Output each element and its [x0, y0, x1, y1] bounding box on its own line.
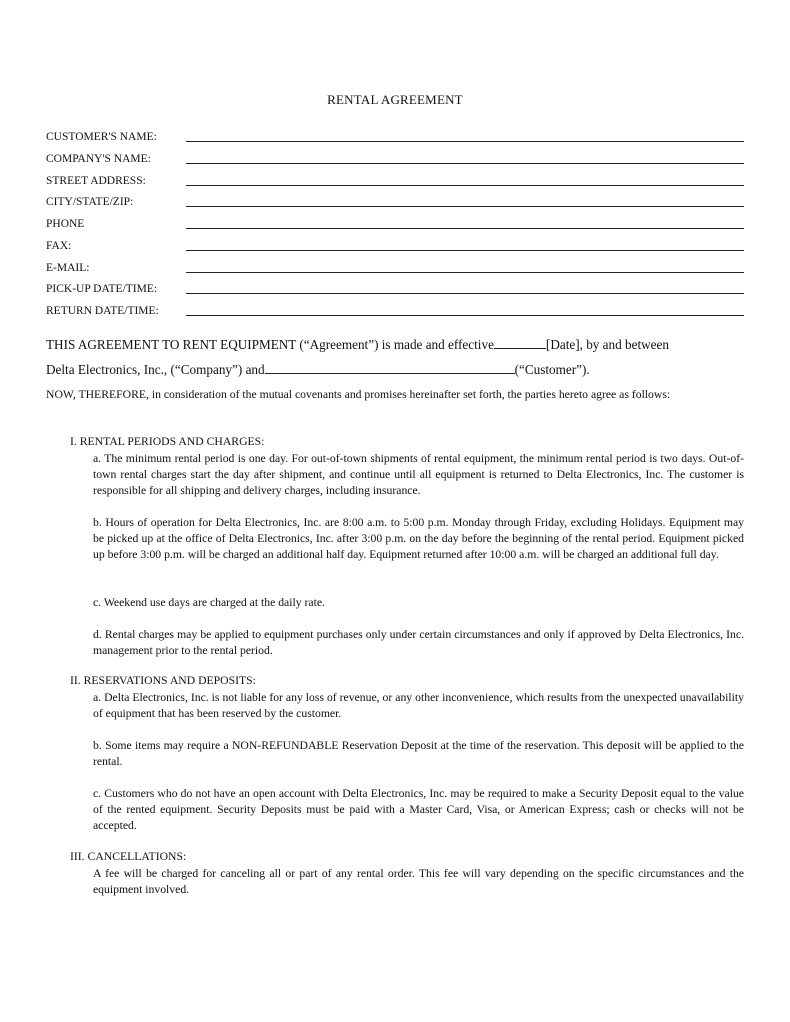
field-label: RETURN DATE/TIME:	[46, 305, 159, 317]
document-title: RENTAL AGREEMENT	[327, 92, 463, 107]
fill-line[interactable]	[186, 293, 744, 294]
field-label: CUSTOMER'S NAME:	[46, 131, 157, 143]
clause-paragraph: b. Some items may require a NON-REFUNDABLE Reservation Deposit at the time of the reservation. This deposit will be applied to the rental.	[93, 739, 744, 768]
email-field[interactable]	[46, 255, 744, 275]
city-state-zip-field[interactable]	[46, 189, 744, 209]
field-label: PICK-UP DATE/TIME:	[46, 283, 158, 295]
date-blank[interactable]	[494, 336, 546, 349]
clause-paragraph: c. Weekend use days are charged at the daily rate.	[93, 596, 325, 609]
street-address-field[interactable]	[46, 168, 744, 188]
intro-text: Delta Electronics, Inc., (“Company”) and	[46, 362, 265, 377]
clause-paragraph: d. Rental charges may be applied to equipment purchases only under certain circumstances and only if approved by Delta Electronics, Inc. management prior to the rental period.	[93, 628, 744, 657]
customer-name-field[interactable]	[46, 124, 744, 144]
fill-line[interactable]	[186, 141, 744, 142]
section-heading: II. RESERVATIONS AND DEPOSITS:	[70, 674, 256, 687]
field-label: STREET ADDRESS:	[46, 175, 146, 187]
intro-text: THIS AGREEMENT TO RENT EQUIPMENT (“Agreement”) is made and effective	[46, 337, 494, 352]
field-label: FAX:	[46, 240, 72, 252]
field-label: E-MAIL:	[46, 262, 90, 274]
customer-blank[interactable]	[265, 361, 515, 374]
intro-text: [Date], by and between	[545, 337, 669, 352]
field-label: COMPANY'S NAME:	[46, 153, 151, 165]
agreement-intro-line-2	[46, 361, 744, 378]
clause-paragraph: c. Customers who do not have an open account with Delta Electronics, Inc. may be required to make a Security Deposit equal to the value of the rented equipment. Security Deposits must be paid with a Master Card, Visa, or American Express; cash or checks will not be accepted.	[93, 787, 744, 832]
clause-paragraph: A fee will be charged for canceling all or part of any rental order. This fee will vary depending on the specific circumstances and the equipment involved.	[93, 867, 744, 896]
field-label: CITY/STATE/ZIP:	[46, 196, 134, 208]
pickup-datetime-field[interactable]	[46, 276, 744, 296]
fill-line[interactable]	[186, 228, 744, 229]
phone-field[interactable]	[46, 211, 744, 231]
intro-text: (“Customer”).	[514, 362, 590, 377]
fill-line[interactable]	[186, 206, 744, 207]
return-datetime-field[interactable]	[46, 298, 744, 318]
clause-paragraph: b. Hours of operation for Delta Electronics, Inc. are 8:00 a.m. to 5:00 p.m. Monday through Friday, excluding Holidays. Equipment may be picked up at the office of Delta Electronics, Inc. after 3:00 p.m. on the day before the beginning of the rental period. Equipment picked up before 3:00 p.m. will be charged an additional half day. Equipment returned after 10:00 a.m. will be charged an additional full day.	[93, 516, 744, 561]
clause-paragraph: a. The minimum rental period is one day. For out-of-town shipments of rental equipment, the minimum rental period is two days. Out-of-town rental charges start the day after shipment, and continue until all equipment is returned to Delta Electronics, Inc. The customer is responsible for all shipping and delivery charges, including insurance.	[93, 452, 744, 497]
clause-paragraph: a. Delta Electronics, Inc. is not liable for any loss of revenue, or any other inconvenience, which results from the unexpected unavailability of equipment that has been reserved by the customer.	[93, 691, 744, 720]
fill-line[interactable]	[186, 250, 744, 251]
fill-line[interactable]	[186, 272, 744, 273]
fill-line[interactable]	[186, 163, 744, 164]
section-heading: I. RENTAL PERIODS AND CHARGES:	[70, 435, 265, 448]
company-name-field[interactable]	[46, 146, 744, 166]
section-heading: III. CANCELLATIONS:	[70, 850, 187, 863]
agreement-intro-line-1	[46, 336, 744, 353]
field-label: PHONE	[46, 218, 85, 230]
preamble: NOW, THEREFORE, in consideration of the mutual covenants and promises hereinafter set forth, the parties hereto agree as follows:	[46, 388, 671, 401]
fill-line[interactable]	[186, 185, 744, 186]
fax-field[interactable]	[46, 233, 744, 253]
fill-line[interactable]	[186, 315, 744, 316]
